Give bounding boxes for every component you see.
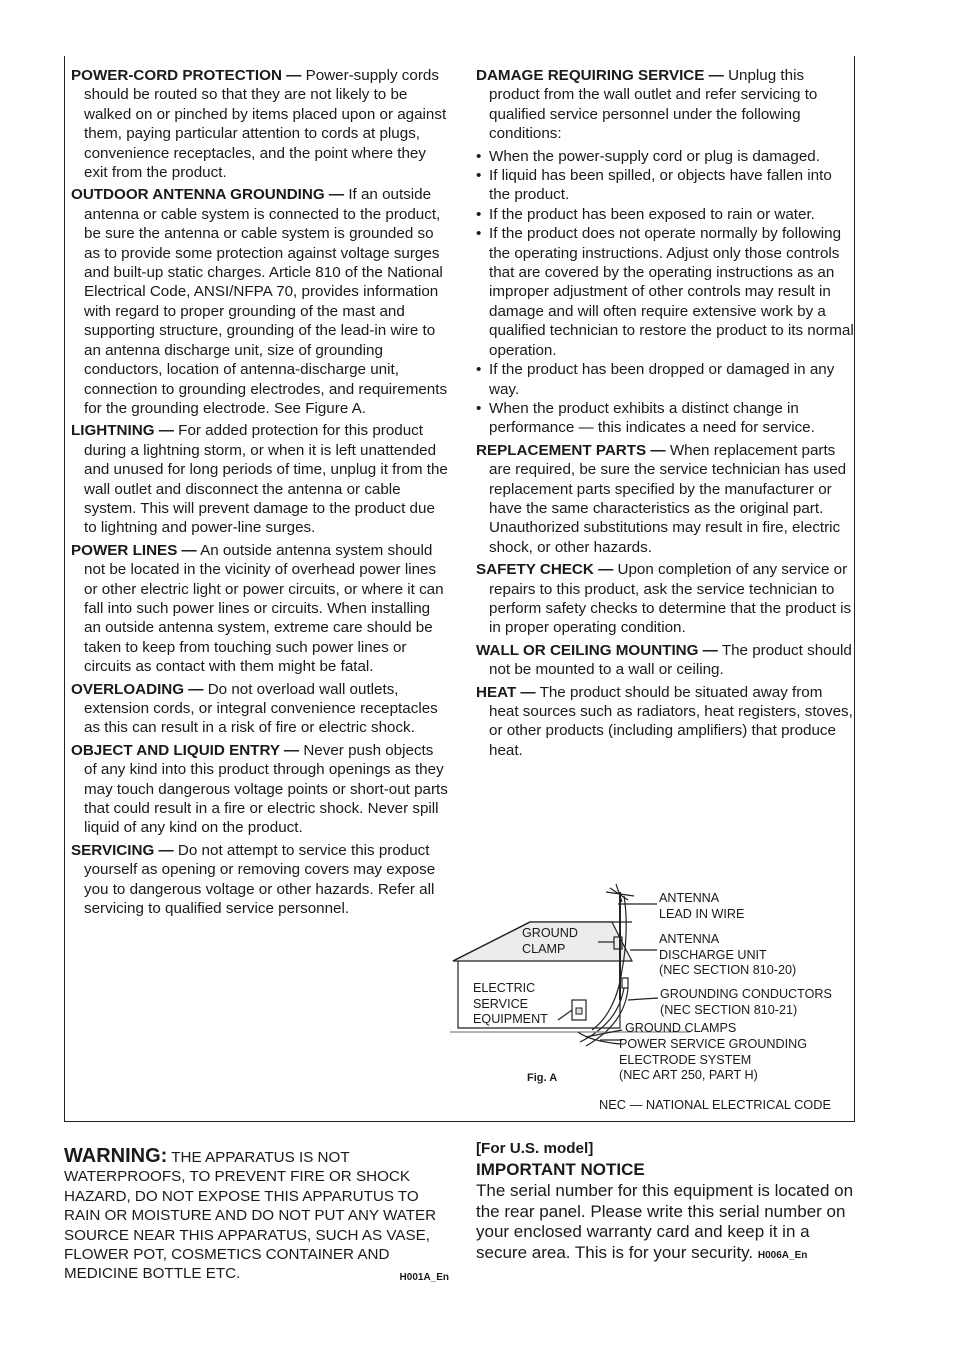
section-heading: HEAT — — [476, 683, 536, 701]
section-heading: SERVICING — — [71, 841, 174, 859]
warning-text: THE APPARATUS IS NOT WATERPROOFS, TO PREVENT FIRE OR SHOCK HAZARD, DO NOT EXPOSE THIS APPARUTUS TO RAIN OR MOISTURE AND DO NOT PUT ANY WATER SOURCE NEAR THIS APPARATUS, SUCH AS VASE, FLOWER POT, COSMETICS CONTAINER AND MEDICINE BOTTLE ETC. — [64, 1149, 437, 1283]
antenna-grounding-figure — [450, 880, 855, 1120]
section-overloading — [71, 680, 449, 738]
notice-body — [476, 1181, 856, 1266]
section-text: For added protection for this product during a lightning storm, or when it is left unattended and unused for long periods of time, unplug it from the wall outlet and disconnect the antenna or cable system. This will prevent damage to the product due to lightning and power-line surges. — [84, 422, 448, 537]
section-text: Do not overload wall outlets, extension cords, or integral convenience receptacles as this can result in a risk of fire or electric shock. — [84, 680, 438, 737]
section-heading: OBJECT AND LIQUID ENTRY — — [71, 741, 300, 759]
section-heading: REPLACEMENT PARTS — — [476, 441, 666, 459]
section-heading: POWER-CORD PROTECTION — — [71, 67, 302, 84]
section-heat — [476, 683, 854, 761]
list-item: • If the product has been exposed to rain or water. — [476, 205, 854, 224]
list-item: • If the product does not operate normally by following the operating instructions. Adjust only those controls that are covered by the operating instructions as an improper adjustment of other controls may result in damage and will often require extensive work by a qualified technician to restore the product to its normal operation. — [476, 224, 854, 360]
section-damage — [476, 66, 854, 144]
label-text: ANTENNA DISCHARGE UNIT (NEC SECTION 810-20) — [659, 932, 797, 978]
label-text: ELECTRIC SERVICE EQUIPMENT — [473, 981, 548, 1027]
right-column — [476, 66, 854, 763]
section-object-liquid — [71, 741, 449, 838]
section-text: If an outside antenna or cable system is connected to the product, be sure the antenna or cable system is grounded so as to provide some protection against voltage surges and built-up static charges. Article 810 of the National Electrical Code, ANSI/NFPA 70, provides information with regard to proper grounding of the mast and supporting structure, grounding of the lead-in wire to an antenna discharge unit, size of grounding conductors, location of antenna-discharge unit, connection to grounding electrodes, and requirements for the grounding electrode. See Figure A. — [84, 186, 448, 417]
warning-block — [64, 1147, 449, 1288]
label-text: GROUND CLAMPS — [625, 1021, 737, 1035]
section-antenna-grounding — [71, 185, 449, 418]
section-heading: OVERLOADING — — [71, 680, 204, 698]
section-heading: OUTDOOR ANTENNA GROUNDING — — [71, 186, 345, 204]
section-heading: LIGHTNING — — [71, 422, 174, 440]
section-heading: POWER LINES — — [71, 541, 197, 559]
label-discharge-unit — [659, 932, 796, 979]
section-text: Power-supply cords should be routed so that they are not likely to be walked on or pinched by items placed upon or against them, paying particular attention to cords at plugs, convenience receptacles, and the point where they exit from the product. — [84, 67, 447, 182]
section-power-lines — [71, 541, 449, 677]
notice-text: The serial number for this equipment is located on the rear panel. Please write this serial number on your enclosed warranty card and keep it in a secure area. This is for your security. — [476, 1181, 854, 1262]
section-text: Unplug this product from the wall outlet and refer servicing to qualified service personnel under the following conditions: — [489, 67, 818, 143]
nec-note: NEC — NATIONAL ELECTRICAL CODE — [599, 1097, 832, 1112]
left-column — [71, 66, 449, 921]
warning-title: WARNING: — [64, 1145, 168, 1167]
list-item: • When the product exhibits a distinct change in performance — this indicates a need for service. — [476, 399, 854, 438]
lead-in-wire — [592, 896, 626, 1030]
section-replacement — [476, 441, 854, 557]
warning-code: H001A_En — [399, 1272, 449, 1284]
section-heading: SAFETY CHECK — — [476, 561, 614, 579]
label-ground-clamp — [522, 926, 578, 957]
label-text: GROUNDING CONDUCTORS (NEC SECTION 810-21) — [660, 987, 832, 1017]
label-text: GROUND CLAMP — [522, 926, 578, 956]
label-text: ANTENNA LEAD IN WIRE — [659, 891, 745, 921]
label-ground-clamps — [625, 1021, 736, 1037]
section-heading: WALL OR CEILING MOUNTING — — [476, 641, 718, 659]
label-electric-service — [473, 981, 548, 1028]
section-text: Never push objects of any kind into this product through openings as they may touch dangerous voltage points or short-out parts that could result in a fire or electric shock. Never spill liquid of any kind on the product. — [84, 741, 448, 837]
notice-model: [For U.S. model] — [476, 1140, 594, 1157]
figure-caption: Fig. A — [527, 1072, 558, 1084]
list-item: • If the product has been dropped or damaged in any way. — [476, 360, 854, 399]
notice-title: IMPORTANT NOTICE — [476, 1160, 645, 1179]
label-text: POWER SERVICE GROUNDING ELECTRODE SYSTEM (NEC ART 250, PART H) — [619, 1037, 807, 1083]
label-antenna-lead — [659, 891, 744, 922]
section-text: The product should be situated away from heat sources such as radiators, heat registers, stoves, or other products (including amplifiers) that produce heat. — [489, 683, 853, 759]
discharge-unit-icon — [622, 978, 628, 988]
section-power-cord — [71, 66, 449, 182]
label-grounding-conductors — [660, 987, 832, 1018]
section-text: When replacement parts are required, be sure the service technician has used replacement parts specified by the manufacturer or have the same characteristics as the original part. Unauthorized substitutions may result in fire, electric shock, or other hazards. — [489, 441, 847, 556]
list-item: • If liquid has been spilled, or objects have fallen into the product. — [476, 166, 854, 205]
damage-conditions-list — [476, 147, 854, 438]
important-notice — [476, 1139, 856, 1266]
section-safety-check — [476, 560, 854, 638]
label-electrode-system — [619, 1037, 807, 1084]
list-item: • When the power-supply cord or plug is damaged. — [476, 147, 854, 166]
section-text: An outside antenna system should not be located in the vicinity of overhead power lines or other electric light or power circuits, or where it can fall into such power lines or circuits. When installing an outside antenna system, extreme care should be taken to keep from touching such power lines or circuits as contact with them might be fatal. — [84, 541, 444, 676]
section-mounting — [476, 641, 854, 680]
section-servicing — [71, 841, 449, 919]
notice-code: H006A_En — [757, 1249, 808, 1261]
section-heading: DAMAGE REQUIRING SERVICE — — [476, 67, 724, 84]
section-lightning — [71, 421, 449, 537]
section-text: Upon completion of any service or repairs to this product, ask the service technician to perform safety checks to determine that the product is in proper operating condition. — [489, 561, 852, 637]
section-text: Do not attempt to service this product yourself as opening or removing covers may expose you to dangerous voltage or other hazards. Refer all servicing to qualified service personnel. — [84, 841, 436, 918]
section-text: The product should not be mounted to a wall or ceiling. — [489, 641, 852, 679]
